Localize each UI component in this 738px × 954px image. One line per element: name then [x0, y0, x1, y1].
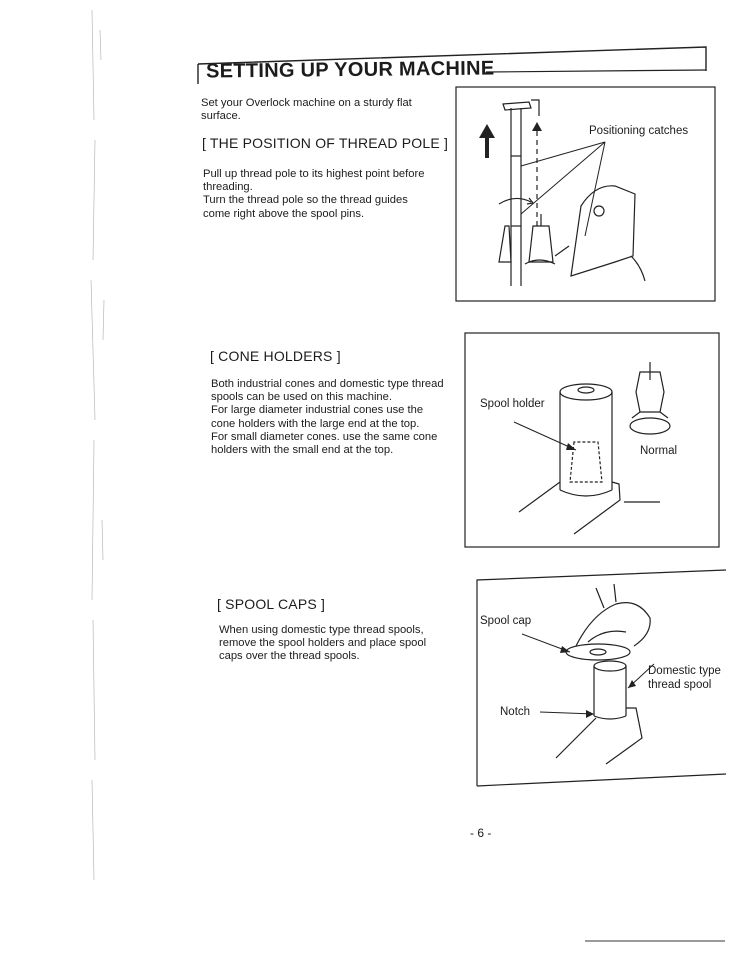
up-arrow-icon — [479, 124, 495, 158]
thread-pole-figure — [455, 86, 717, 304]
dashed-up-arrow-icon — [532, 122, 542, 226]
positioning-catches-label: Positioning catches — [589, 125, 689, 137]
leader-lines — [521, 142, 605, 236]
notch-label: Notch — [500, 706, 531, 718]
domestic-spool-label-line2: thread spool — [648, 679, 712, 691]
spool-cap-label: Spool cap — [480, 615, 532, 627]
cone-holders-figure — [464, 332, 722, 550]
page-title: SETTING UP YOUR MACHINE — [205, 57, 495, 83]
spool-holder-label: Spool holder — [480, 398, 545, 410]
thread-pole-heading: [ THE POSITION OF THREAD POLE ] — [202, 135, 449, 151]
domestic-spool-label-line1: Domestic type — [648, 665, 721, 677]
cone-holders-body: Both industrial cones and domestic type thread spools can be used on this machine. For large diameter industrial cones use the cone holders with the large end at the top. For small diameter cones. use the same cone holders with the small end at the top. — [211, 378, 444, 457]
cone-holders-heading: [ CONE HOLDERS ] — [210, 348, 341, 364]
spool-caps-figure — [476, 568, 728, 790]
page-number: - 6 - — [470, 826, 492, 840]
normal-label: Normal — [640, 445, 678, 457]
thread-pole-body: Pull up thread pole to its highest point before threading. Turn the thread pole so the thread guides come right above the spool pins. — [203, 168, 425, 220]
spool-caps-body: When using domestic type thread spools, remove the spool holders and place spool caps over the thread spools. — [219, 624, 427, 663]
spool-cap-drawing — [556, 584, 650, 764]
intro-text: Set your Overlock machine on a sturdy flat surface. — [201, 97, 412, 123]
spool-caps-heading: [ SPOOL CAPS ] — [217, 596, 326, 612]
footer-rule — [585, 940, 725, 942]
scan-edge-noise — [86, 0, 114, 900]
